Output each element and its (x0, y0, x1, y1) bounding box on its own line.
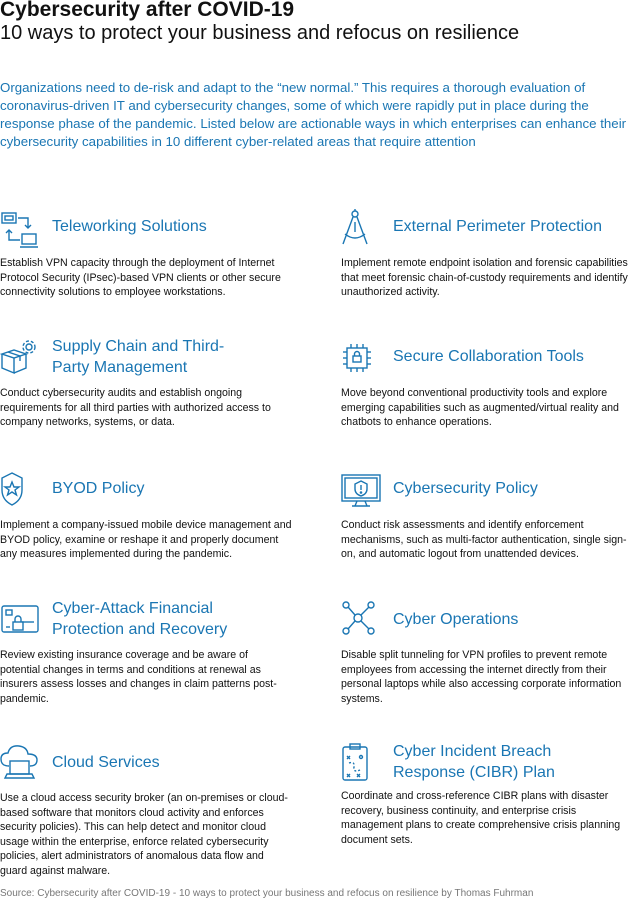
item-body: Coordinate and cross-reference CIBR plans with disaster recovery, business continuity, and enterprise crisis management plans to create comprehensive crisis planning document sets. (341, 790, 621, 846)
item-body: Move beyond conventional productivity tools and explore emerging capabilities such as augmented/virtual reality and chatbots to enhance operations. (341, 387, 619, 429)
page-title: Cybersecurity after COVID-19 (0, 0, 295, 21)
intro-paragraph: Organizations need to de-risk and adapt to the “new normal.” This requires a thorough evaluation of coronavirus-driven IT and cybersecurity changes, some of which were rapidly put in place during the response phase of the pandemic. Listed below are actionable ways in which enterprises can enhance their cybersecurity capabilities in 10 different cyber-related areas that require attention (0, 80, 627, 149)
item-body: Conduct cybersecurity audits and establish ongoing requirements for all third parties with authorized access to company networks, systems, or data. (0, 387, 271, 429)
card-lock-icon (0, 600, 40, 640)
item-body: Implement a company-issued mobile device management and BYOD policy, examine or reshape it and properly document any measures implemented during the pandemic. (0, 519, 292, 561)
clipboard-plan-icon (341, 743, 381, 783)
item-title: External Perimeter Protection (393, 218, 602, 235)
page-subtitle: 10 ways to protect your business and refocus on resilience (0, 22, 520, 44)
item-body: Implement remote endpoint isolation and forensic capabilities that meet forensic chain-of-custody requirements and identify unauthorized activity. (341, 257, 628, 299)
item-title: Cyber Operations (393, 611, 519, 628)
source-citation: Source: Cybersecurity after COVID-19 - 10 ways to protect your business and refocus on resilience by Thomas Fuhrman (0, 888, 534, 899)
shield-star-icon (0, 470, 40, 510)
network-nodes-icon (341, 600, 381, 640)
item-title: BYOD Policy (52, 480, 145, 497)
item-title: Cloud Services (52, 754, 160, 771)
item-title: Cyber-Attack Financial Protection and Recovery (52, 600, 228, 638)
cloud-laptop-icon (0, 743, 40, 783)
item-title: Cyber Incident Breach Response (CIBR) Plan (393, 743, 555, 781)
item-body: Use a cloud access security broker (an on-premises or cloud-based software that monitors cloud activity and enforces security policies). This can help detect and monitor cloud usage within the enterprise, enforce related cybersecurity policies, alert administrators of anomalous data flow and guard against malware. (0, 792, 288, 877)
teleworking-icon (0, 210, 40, 250)
item-body: Review existing insurance coverage and be aware of potential changes in terms and conditions at renewal as insurers assess losses and changes in claim patterns post-pandemic. (0, 649, 277, 705)
item-body: Disable split tunneling for VPN profiles to prevent remote employees from accessing the internet directly from their personal laptops while also accessing corporate information systems. (341, 649, 622, 705)
chip-lock-icon (341, 338, 381, 378)
item-body: Conduct risk assessments and identify enforcement mechanisms, such as multi-factor authentication, single sign-on, and automatic logout from unattended devices. (341, 519, 627, 561)
item-title: Supply Chain and Third-Party Management (52, 338, 225, 376)
item-body: Establish VPN capacity through the deployment of Internet Protocol Security (IPsec)-based VPN clients or other secure connectivity solutions to employee workstations. (0, 257, 281, 299)
monitor-shield-icon (341, 470, 381, 510)
item-title: Secure Collaboration Tools (393, 348, 584, 365)
compass-icon (341, 208, 381, 248)
box-gear-icon (0, 338, 40, 378)
item-title: Teleworking Solutions (52, 218, 207, 235)
item-title: Cybersecurity Policy (393, 480, 538, 497)
